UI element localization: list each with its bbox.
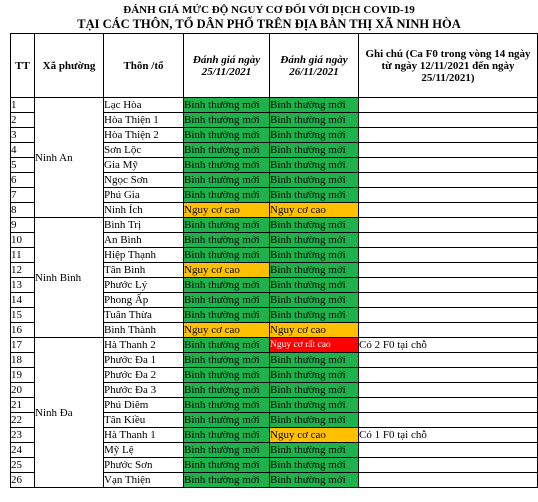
row-number: 5 bbox=[11, 158, 35, 173]
village-name: Phước Đa 1 bbox=[104, 353, 184, 368]
note-cell bbox=[359, 98, 538, 113]
status-25-11: Bình thường mới bbox=[184, 188, 270, 203]
status-25-11: Bình thường mới bbox=[184, 248, 270, 263]
status-26-11: Bình thường mới bbox=[270, 158, 359, 173]
commune-name: Ninh An bbox=[35, 98, 104, 218]
village-name: Tuân Thừa bbox=[104, 308, 184, 323]
village-name: An Bình bbox=[104, 233, 184, 248]
row-number: 22 bbox=[11, 413, 35, 428]
village-name: Phước Đa 3 bbox=[104, 383, 184, 398]
status-25-11: Bình thường mới bbox=[184, 383, 270, 398]
village-name: Tân Kiều bbox=[104, 413, 184, 428]
row-number: 23 bbox=[11, 428, 35, 443]
village-name: Lạc Hòa bbox=[104, 98, 184, 113]
status-25-11: Bình thường mới bbox=[184, 413, 270, 428]
row-number: 9 bbox=[11, 218, 35, 233]
status-26-11: Bình thường mới bbox=[270, 293, 359, 308]
status-26-11: Bình thường mới bbox=[270, 248, 359, 263]
row-number: 4 bbox=[11, 143, 35, 158]
village-name: Hà Thanh 2 bbox=[104, 338, 184, 353]
note-cell: Có 2 F0 tại chỗ bbox=[359, 338, 538, 353]
note-cell bbox=[359, 353, 538, 368]
row-number: 19 bbox=[11, 368, 35, 383]
commune-name: Ninh Bình bbox=[35, 218, 104, 338]
village-name: Phú Diêm bbox=[104, 398, 184, 413]
document-title bbox=[0, 3, 538, 31]
status-26-11: Nguy cơ cao bbox=[270, 428, 359, 443]
note-cell bbox=[359, 188, 538, 203]
status-26-11: Bình thường mới bbox=[270, 143, 359, 158]
village-name: Phú Gia bbox=[104, 188, 184, 203]
table-header-row bbox=[11, 34, 538, 98]
note-cell bbox=[359, 203, 538, 218]
status-26-11: Bình thường mới bbox=[270, 443, 359, 458]
status-25-11: Bình thường mới bbox=[184, 308, 270, 323]
note-cell bbox=[359, 458, 538, 473]
header-eval-26-11: Đánh giá ngày 26/11/2021 bbox=[270, 34, 359, 98]
note-cell bbox=[359, 143, 538, 158]
status-25-11: Bình thường mới bbox=[184, 353, 270, 368]
row-number: 25 bbox=[11, 458, 35, 473]
row-number: 20 bbox=[11, 383, 35, 398]
status-26-11: Bình thường mới bbox=[270, 98, 359, 113]
status-25-11: Bình thường mới bbox=[184, 98, 270, 113]
status-25-11: Bình thường mới bbox=[184, 218, 270, 233]
note-cell bbox=[359, 128, 538, 143]
status-25-11: Bình thường mới bbox=[184, 473, 270, 488]
village-name: Phước Đa 2 bbox=[104, 368, 184, 383]
title-line-2: TẠI CÁC THÔN, TỔ DÂN PHỐ TRÊN ĐỊA BÀN THỊ XÃ NINH HÒA bbox=[77, 17, 461, 31]
status-25-11: Bình thường mới bbox=[184, 173, 270, 188]
note-cell bbox=[359, 248, 538, 263]
status-26-11: Bình thường mới bbox=[270, 113, 359, 128]
row-number: 26 bbox=[11, 473, 35, 488]
status-26-11: Bình thường mới bbox=[270, 383, 359, 398]
note-cell bbox=[359, 173, 538, 188]
note-cell bbox=[359, 398, 538, 413]
status-25-11: Bình thường mới bbox=[184, 158, 270, 173]
status-26-11: Bình thường mới bbox=[270, 353, 359, 368]
row-number: 6 bbox=[11, 173, 35, 188]
table-row bbox=[11, 218, 538, 233]
row-number: 16 bbox=[11, 323, 35, 338]
status-26-11: Nguy cơ cao bbox=[270, 203, 359, 218]
risk-table bbox=[10, 33, 538, 488]
row-number: 1 bbox=[11, 98, 35, 113]
village-name: Hòa Thiện 2 bbox=[104, 128, 184, 143]
note-cell bbox=[359, 278, 538, 293]
status-26-11: Bình thường mới bbox=[270, 218, 359, 233]
row-number: 13 bbox=[11, 278, 35, 293]
status-26-11: Bình thường mới bbox=[270, 263, 359, 278]
status-25-11: Nguy cơ cao bbox=[184, 263, 270, 278]
row-number: 21 bbox=[11, 398, 35, 413]
status-25-11: Bình thường mới bbox=[184, 278, 270, 293]
header-tt: TT bbox=[11, 34, 35, 98]
table-body bbox=[11, 98, 538, 488]
note-cell bbox=[359, 443, 538, 458]
status-26-11: Bình thường mới bbox=[270, 128, 359, 143]
header-eval-25-11: Đánh giá ngày 25/11/2021 bbox=[184, 34, 270, 98]
status-25-11: Bình thường mới bbox=[184, 113, 270, 128]
status-25-11: Nguy cơ cao bbox=[184, 323, 270, 338]
status-25-11: Bình thường mới bbox=[184, 143, 270, 158]
status-26-11: Nguy cơ cao bbox=[270, 323, 359, 338]
row-number: 10 bbox=[11, 233, 35, 248]
status-25-11: Nguy cơ cao bbox=[184, 203, 270, 218]
note-cell bbox=[359, 323, 538, 338]
note-cell bbox=[359, 368, 538, 383]
row-number: 8 bbox=[11, 203, 35, 218]
row-number: 15 bbox=[11, 308, 35, 323]
title-line-1: ĐÁNH GIÁ MỨC ĐỘ NGUY CƠ ĐỐI VỚI DỊCH COVID-19 bbox=[123, 4, 415, 16]
header-note: Ghi chú (Ca F0 trong vòng 14 ngày từ ngày 12/11/2021 đến ngày 25/11/2021) bbox=[359, 34, 538, 98]
status-26-11: Bình thường mới bbox=[270, 173, 359, 188]
status-25-11: Bình thường mới bbox=[184, 128, 270, 143]
status-26-11: Bình thường mới bbox=[270, 188, 359, 203]
note-cell bbox=[359, 218, 538, 233]
row-number: 14 bbox=[11, 293, 35, 308]
status-25-11: Bình thường mới bbox=[184, 293, 270, 308]
note-cell bbox=[359, 158, 538, 173]
note-cell bbox=[359, 413, 538, 428]
commune-name: Ninh Đa bbox=[35, 338, 104, 488]
village-name: Phước Lý bbox=[104, 278, 184, 293]
village-name: Hà Thanh 1 bbox=[104, 428, 184, 443]
row-number: 11 bbox=[11, 248, 35, 263]
status-26-11: Bình thường mới bbox=[270, 473, 359, 488]
village-name: Hòa Thiện 1 bbox=[104, 113, 184, 128]
row-number: 17 bbox=[11, 338, 35, 353]
row-number: 18 bbox=[11, 353, 35, 368]
status-26-11: Bình thường mới bbox=[270, 308, 359, 323]
note-cell bbox=[359, 113, 538, 128]
status-26-11: Bình thường mới bbox=[270, 398, 359, 413]
row-number: 2 bbox=[11, 113, 35, 128]
village-name: Ngọc Sơn bbox=[104, 173, 184, 188]
village-name: Phong Ấp bbox=[104, 293, 184, 308]
note-cell: Có 1 F0 tại chỗ bbox=[359, 428, 538, 443]
village-name: Hiệp Thạnh bbox=[104, 248, 184, 263]
header-thon-to: Thôn /tổ bbox=[104, 34, 184, 98]
status-26-11: Bình thường mới bbox=[270, 368, 359, 383]
table-row bbox=[11, 98, 538, 113]
status-26-11: Nguy cơ rất cao bbox=[270, 338, 359, 353]
status-26-11: Bình thường mới bbox=[270, 413, 359, 428]
status-25-11: Bình thường mới bbox=[184, 368, 270, 383]
table-row bbox=[11, 338, 538, 353]
status-26-11: Bình thường mới bbox=[270, 458, 359, 473]
status-26-11: Bình thường mới bbox=[270, 278, 359, 293]
status-25-11: Bình thường mới bbox=[184, 428, 270, 443]
village-name: Ninh Ích bbox=[104, 203, 184, 218]
status-25-11: Bình thường mới bbox=[184, 458, 270, 473]
village-name: Tân Bình bbox=[104, 263, 184, 278]
village-name: Gia Mỹ bbox=[104, 158, 184, 173]
village-name: Bình Trị bbox=[104, 218, 184, 233]
note-cell bbox=[359, 383, 538, 398]
note-cell bbox=[359, 308, 538, 323]
status-25-11: Bình thường mới bbox=[184, 233, 270, 248]
row-number: 24 bbox=[11, 443, 35, 458]
village-name: Vạn Thiện bbox=[104, 473, 184, 488]
row-number: 3 bbox=[11, 128, 35, 143]
row-number: 12 bbox=[11, 263, 35, 278]
status-25-11: Bình thường mới bbox=[184, 338, 270, 353]
village-name: Sơn Lộc bbox=[104, 143, 184, 158]
header-xa-phuong: Xã phường bbox=[35, 34, 104, 98]
status-25-11: Bình thường mới bbox=[184, 398, 270, 413]
note-cell bbox=[359, 263, 538, 278]
note-cell bbox=[359, 233, 538, 248]
status-26-11: Bình thường mới bbox=[270, 233, 359, 248]
note-cell bbox=[359, 473, 538, 488]
village-name: Mỹ Lệ bbox=[104, 443, 184, 458]
note-cell bbox=[359, 293, 538, 308]
row-number: 7 bbox=[11, 188, 35, 203]
status-25-11: Bình thường mới bbox=[184, 443, 270, 458]
village-name: Phước Sơn bbox=[104, 458, 184, 473]
village-name: Bình Thành bbox=[104, 323, 184, 338]
